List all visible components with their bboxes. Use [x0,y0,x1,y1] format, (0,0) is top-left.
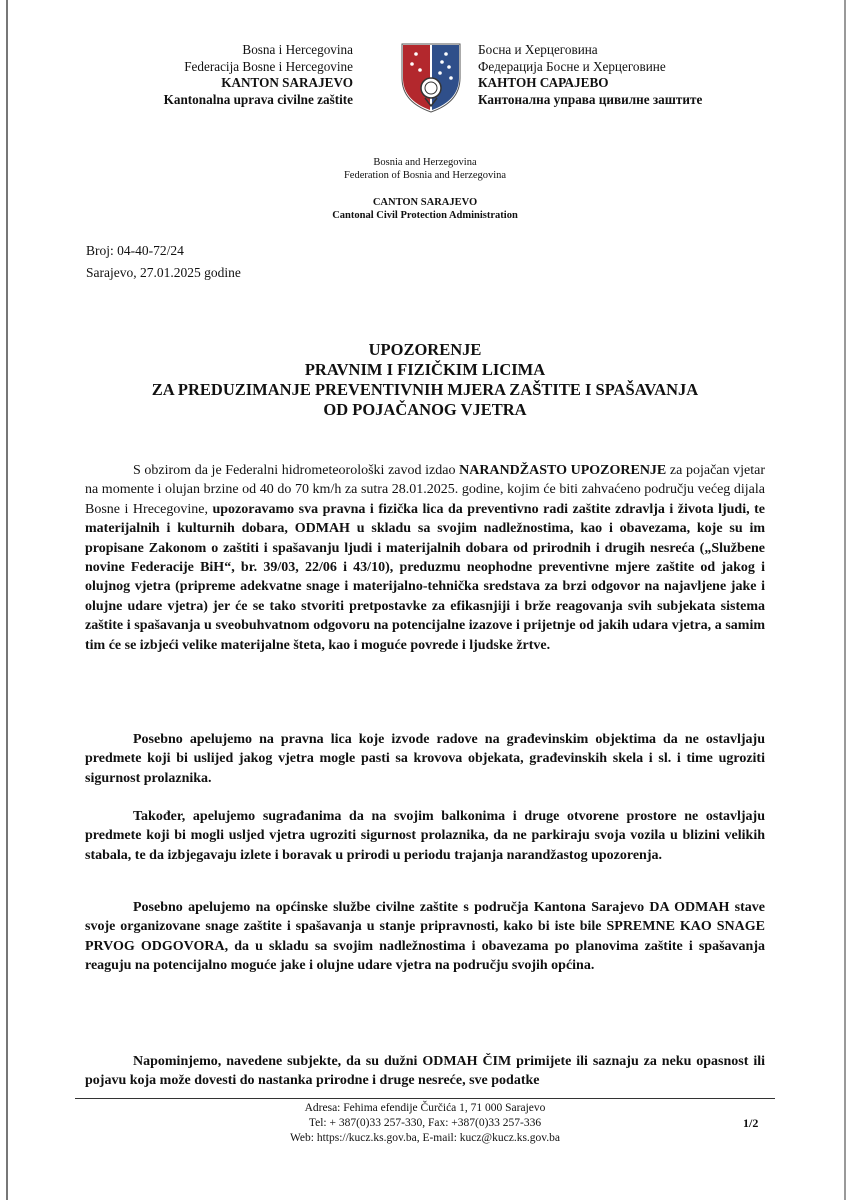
document-date: Sarajevo, 27.01.2025 godine [86,265,241,280]
header-federation-en: Federation of Bosnia and Herzegovina [343,170,507,181]
header-administration: Kantonalna uprava civilne zaštite [163,91,353,107]
header-country: Bosna i Hercegovina [242,42,353,57]
p1-warning-level: NARANDŽASTO UPOZORENJE [459,463,667,478]
footer-address: Adresa: Fehima efendije Čurčića 1, 71 000 Sarajevo [304,1102,546,1114]
header-federation: Federacija Bosne i Hercegovine [184,58,353,74]
footer-divider [75,1098,775,1099]
p1-text-d: upozoravamo sva pravna i fizička lica da preventivno radi zaštite zdravlja i života ljudi, te materijalnih i kulturnih dobara, ODMAH u skladu sa svojim nadležnostima, kao i obavezama, koje su im propisane Zakonom o zaštiti i spašavanju ljudi i materijalnih dobara od prirodnih i drugih nesreća („Službene novine Federacije BiH“, br. 39/03, 22/06 i 43/10), preduzmu neophodne preventivne mjere zaštite od jakog i olujnog vjetra (pripreme adekvatne snage i materijalno-tehnička sredstava za brzi odgovor na najavljene jake i olujne udare vjetra) jer će se tako stvoriti pretpostavke za efikasnjiji i brže reagovanja svih subjekata sistema zaštite i spašavanja u sveobuhvatnom odgovoru na potencijalne izazove i prijetnje od jakih udara vjetra, a samim tim će se izbjeći velike materijalne šteta, kao i moguće povrede i ljudske žrtve. [85,501,765,653]
footer [0,1101,850,1146]
header-cyrillic [478,42,702,108]
header-administration-cyr: Кантонална управа цивилне заштите [478,91,703,107]
title-line-1: UPOZORENJE [368,340,482,359]
header-country-en: Bosnia and Herzegovina [373,157,477,168]
header-latin [164,42,353,108]
document-title [0,340,850,420]
paragraph-2: Posebno apelujemo na pravna lica koje izvode radove na građevinskim objektima da ne ostavljaju predmete koji bi uslijed jakog vjetra mogle pasti sa krovova objekata, građevinskih skela i sl. i time ugroziti sigurnost prolaznika. [85,732,765,786]
paragraph-1 [85,461,765,655]
p1-text-a: S obzirom da je Federalni hidrometeorološki zavod izdao [133,463,460,478]
title-line-4: OD POJAČANOG VJETRA [323,400,527,419]
title-line-3: ZA PREDUZIMANJE PREVENTIVNIH MJERA ZAŠTITE I SPAŠAVANJA [151,380,699,399]
header-canton-cyr: КАНТОН САРАЈЕВО [478,75,609,90]
document-meta [86,240,241,284]
footer-phone: Tel: + 387(0)33 257-330, Fax: +387(0)33 257-336 [308,1117,542,1129]
paragraph-5: Napominjemo, navedene subjekte, da su dužni ODMAH ČIM primijete ili saznaju za neku opasnost ili pojavu koja može dovesti do nastanka prirodne i druge nesreće, sve podatke [85,1054,765,1089]
header-english-bottom [0,196,850,222]
coat-of-arms-icon [396,40,466,114]
paragraph-4: Posebno apelujemo na općinske službe civilne zaštite s područja Kantona Sarajevo DA ODMAH stave svoje organizovane snage zaštite i spašavanja u stanje pripravnosti, kako bi iste bile SPREMNE KAO SNAGE PRVOG ODGOVORA, da u skladu sa svojim nadležnostima i obavezama po planovima zaštite i spašavanja reaguju na potencijalno moguće jake i olujne udare vjetra na području svojih općina. [85,900,765,974]
paragraph-3: Također, apelujemo sugrađanima da na svojim balkonima i druge otvorene prostore ne ostavljaju predmete koji bi mogli usljed vjetra ugroziti sigurnost prolaznika, da ne parkiraju svoja vozila u blizini velikih stabala, te da izbjegavaju izlete i boravak u prirodi u periodu trajanja narandžastog upozorenja. [85,809,765,863]
header-canton-en: CANTON SARAJEVO [372,197,478,208]
reference-number: Broj: 04-40-72/24 [86,243,184,258]
header-country-cyr: Босна и Херцеговина [478,42,598,57]
header-canton: KANTON SARAJEVO [221,75,353,90]
header-administration-en: Cantonal Civil Protection Administration [332,210,518,221]
page-number: 1/2 [743,1116,759,1130]
p1-text-c: za pojačan vjetar na momente i olujan brzine od 40 do 70 km/h za sutra 28.01.2025. godine, kojim će biti zahvaćeno području većeg dijala Bosne i Hrecegovine, [85,463,766,517]
footer-web[interactable]: Web: https://kucz.ks.gov.ba, E-mail: kucz@kucz.ks.gov.ba [289,1132,561,1144]
header-federation-cyr: Федерација Босне и Херцеговине [478,58,666,74]
header-english-top [0,156,850,182]
title-line-2: PRAVNIM I FIZIČKIM LICIMA [304,360,546,379]
